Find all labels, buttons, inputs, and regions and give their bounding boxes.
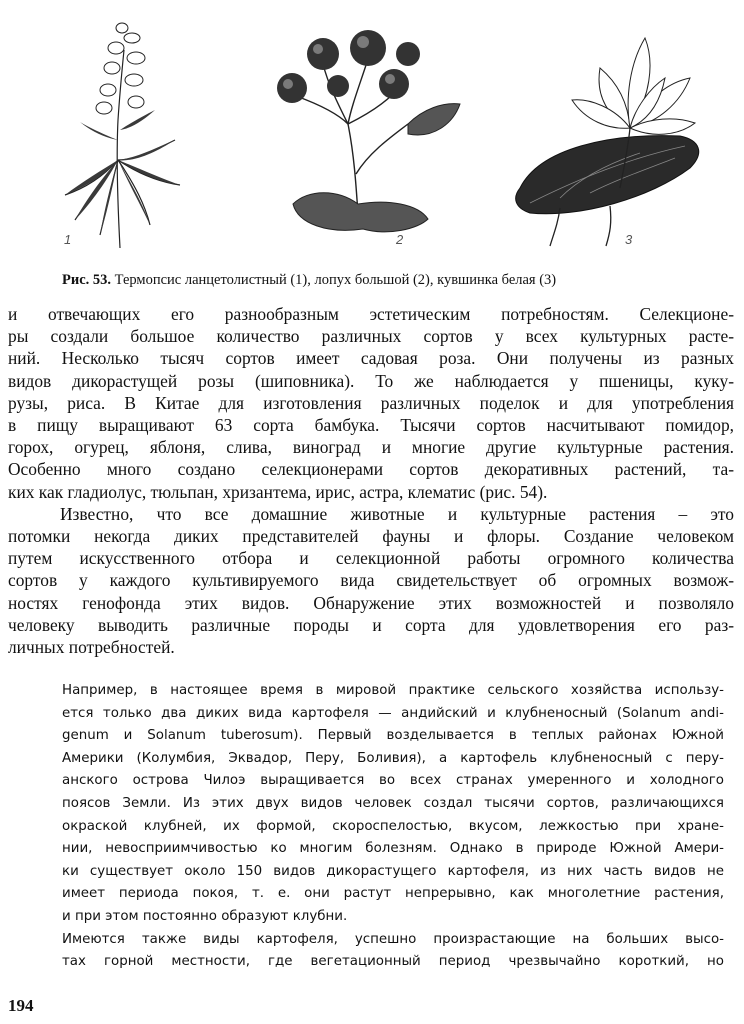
main-body-text: [8, 303, 734, 658]
small-text-line: анского острова Чилоэ выращивается во всех странах умеренного и холодного: [62, 773, 724, 789]
small-text-line: нии, невосприимчивостью ко многим болезням. Однако в природе Южной Амери-: [62, 841, 724, 857]
figure-label-2: 2: [396, 232, 404, 247]
figure-53: [0, 0, 744, 268]
small-text-line: ется только два диких вида картофеля — андийский и клубненосный (Solanum andi-: [62, 705, 724, 721]
text-line: и отвечающих его разнообразным эстетическим потребностям. Селекционе-: [8, 304, 734, 324]
text-line: человеку выводить различные породы и сорта для удовлетворения его раз-: [8, 614, 734, 635]
thermopsis-illustration: [60, 10, 210, 250]
small-text-line: и при этом постоянно образуют клубни.: [62, 908, 348, 924]
text-line: Известно, что все домашние животные и культурные растения – это: [60, 503, 734, 524]
text-line: потомки некогда диких представителей фауны и флоры. Создание человеком: [8, 526, 734, 547]
small-text-line: тах горной местности, где вегетационный период чрезвычайно короткий, но: [62, 954, 724, 970]
small-text-line: Америки (Колумбия, Эквадор, Перу, Боливия), а картофель клубненосный с перу-: [62, 750, 724, 766]
small-text-line: поясов Земли. Из этих двух видов человек создал тысячи сортов, различающихся: [62, 795, 724, 811]
text-line: ностях генофонда этих видов. Обнаружение этих возможностей и позволяло: [8, 592, 734, 613]
small-text-line: Имеются также виды картофеля, успешно произрастающие на больших высо-: [62, 931, 724, 947]
water-lily-illustration: [500, 28, 710, 250]
text-line: Особенно много создано селекционерами сортов декоративных растений, та-: [8, 459, 734, 480]
text-line: в пищу выращивают 63 сорта бамбука. Тысячи сортов насчитывают помидор,: [8, 415, 734, 436]
paragraph-1: [8, 303, 734, 503]
text-line: ний. Несколько тысяч сортов имеет садовая роза. Они получены из разных: [8, 348, 734, 369]
text-line: личных потребностей.: [8, 637, 175, 658]
text-line: горох, огурец, яблоня, слива, виноград и многие другие культурные растения.: [8, 437, 734, 458]
figure-caption-number: Рис. 53.: [62, 272, 112, 288]
text-line: ры создали большое количество различных сортов у всех культурных расте-: [8, 326, 734, 347]
text-line: видов дикорастущей розы (шиповника). То же наблюдается у пшеницы, куку-: [8, 370, 734, 391]
figure-label-1: 1: [64, 232, 72, 247]
small-text-line: окраской клубней, их формой, скороспелостью, вкусом, лежкостью при хране-: [62, 818, 724, 834]
small-print-text: [62, 680, 724, 974]
small-paragraph-2: [62, 929, 724, 974]
small-text-line: ки существует около 150 видов дикорастущего картофеля, из них часть видов не: [62, 863, 724, 879]
text-line: путем искусственного отбора и селекционной работы огромного количества: [8, 548, 734, 569]
text-line: рузы, риса. В Китае для изготовления различных поделок и для употребления: [8, 392, 734, 413]
figure-caption-text: Термопсис ланцетолистный (1), лопух большой (2), кувшинка белая (3): [111, 272, 557, 288]
text-line: ких как гладиолус, тюльпан, хризантема, ирис, астра, клематис (рис. 54).: [8, 481, 548, 502]
small-paragraph-1: [62, 680, 724, 929]
figure-caption: [62, 272, 702, 289]
paragraph-2: [8, 503, 734, 658]
figure-label-3: 3: [625, 232, 633, 247]
small-text-line: Например, в настоящее время в мировой практике сельского хозяйства использу-: [62, 683, 724, 698]
page-number: 194: [8, 996, 34, 1015]
small-text-line: имеет периода покоя, т. е. они растут непрерывно, как многолетние растения,: [62, 886, 724, 902]
burdock-illustration: [268, 24, 468, 250]
text-line: сортов у каждого культивируемого вида свидетельствует об огромных возмож-: [8, 570, 734, 591]
small-text-line: genum и Solanum tuberosum). Первый возделывается в теплых районах Южной: [62, 728, 724, 744]
